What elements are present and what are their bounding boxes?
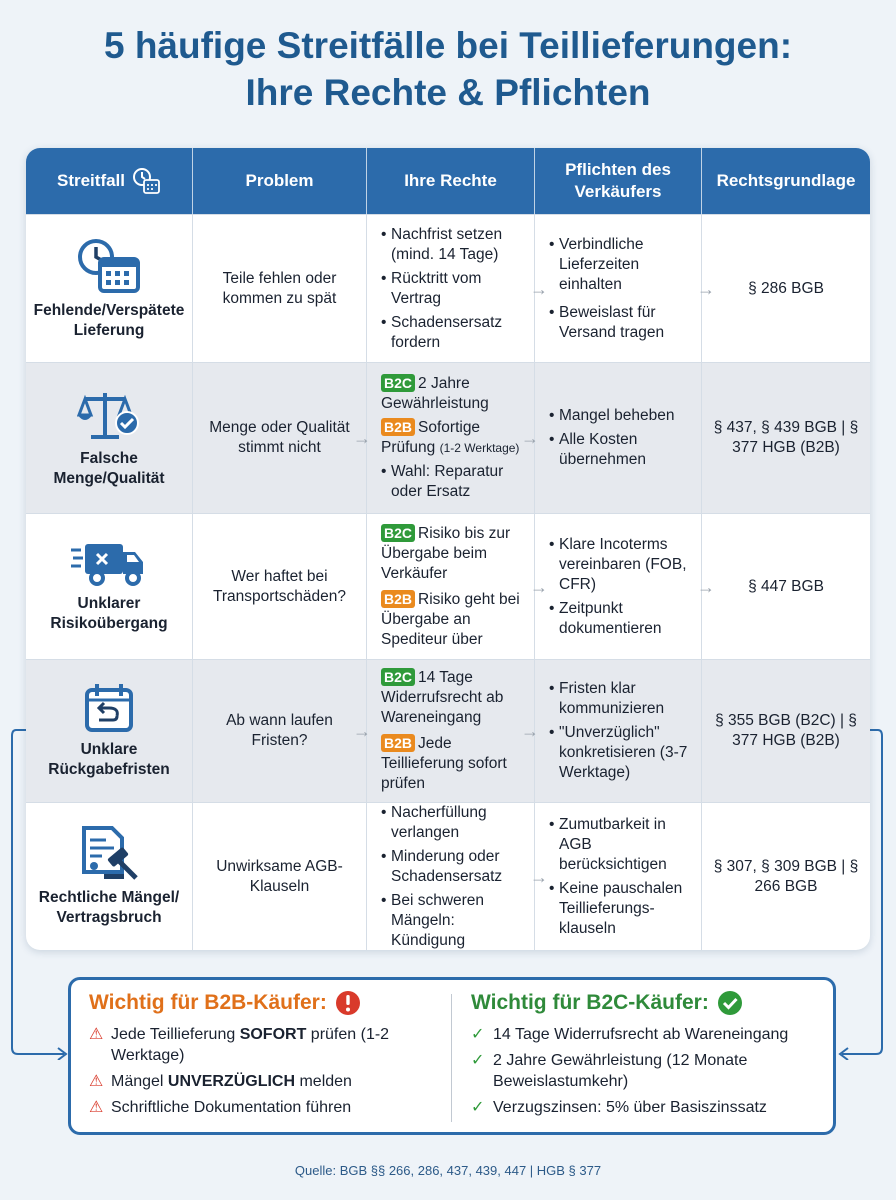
b2c-badge: B2C	[381, 524, 415, 542]
duties-text: "Unverzüglich" konkretisieren (3-7 Werktage)	[559, 724, 688, 781]
duties-text: Zeitpunkt dokumentieren	[559, 599, 662, 637]
rights-item: • Rücktritt vom Vertrag	[381, 269, 526, 309]
calendar-clock-header-icon	[131, 166, 161, 196]
b2c-summary	[471, 990, 826, 1123]
table-row	[26, 214, 870, 362]
header-problem: Problem	[193, 148, 367, 214]
duties-item: • Alle Kosten übernehmen	[549, 430, 693, 470]
table-row	[26, 362, 870, 513]
rights-cell	[353, 363, 535, 513]
law-cell: § 447 BGB	[748, 577, 824, 595]
rights-item: • Schadensersatz fordern	[381, 313, 526, 353]
rights-cell	[367, 514, 548, 659]
b2c-item-text: 14 Tage Widerrufsrecht ab Wareneingang	[493, 1026, 789, 1043]
b2b-summary	[89, 990, 439, 1123]
case-label-line2: Rückgabefristen	[48, 761, 170, 778]
header-duties	[535, 148, 702, 214]
duties-item: • "Unverzüglich" konkretisieren (3-7 Werktage)	[549, 723, 693, 783]
warning-icon: ⚠	[89, 1073, 104, 1090]
checkmark-icon: ✓	[471, 1099, 485, 1116]
case-cell	[26, 660, 193, 802]
duties-cell	[521, 363, 702, 513]
duties-cell	[535, 803, 702, 950]
b2b-heading-text: Wichtig für B2B-Käufer:	[89, 991, 327, 1014]
arrow-icon: →	[353, 721, 371, 741]
page-title	[0, 22, 896, 116]
case-label-line2: Menge/Qualität	[53, 470, 165, 487]
arrow-icon: →	[697, 576, 715, 597]
case-cell	[26, 514, 193, 659]
header-rights: Ihre Rechte	[367, 148, 535, 214]
warning-icon: ⚠	[89, 1099, 104, 1116]
duties-text: Keine pauschalen Teillieferungs-klauseln	[559, 879, 683, 937]
rights-text: Schadensersatz fordern	[391, 313, 503, 351]
rights-item: • Nacherfüllung verlangen	[381, 803, 526, 843]
law-cell: § 286 BGB	[748, 279, 824, 297]
b2b-badge: B2B	[381, 418, 415, 436]
b2b-item-text: Schriftliche Dokumentation führen	[111, 1099, 352, 1116]
check-circle-icon	[717, 990, 743, 1016]
b2c-heading-text: Wichtig für B2C-Käufer:	[471, 991, 709, 1014]
problem-cell: Teile fehlen oder kommen zu spät	[193, 215, 367, 362]
rights-item	[381, 374, 526, 414]
rights-text: Jede Teillieferung sofort prüfen	[381, 735, 507, 792]
b2c-item	[471, 1024, 826, 1045]
rights-item	[381, 524, 526, 584]
rights-item	[381, 734, 526, 794]
case-label-line1: Rechtliche Mängel/	[38, 888, 180, 906]
case-label-line1: Falsche	[80, 450, 138, 467]
rights-text: Risiko geht bei Übergabe an Spediteur über	[381, 590, 520, 648]
problem-cell: Unwirksame AGB-Klauseln	[193, 803, 367, 950]
law-cell: § 355 BGB (B2C) | § 377 HGB (B2B)	[715, 712, 857, 749]
checkmark-icon: ✓	[471, 1026, 485, 1043]
case-label-line1: Unklarer	[77, 594, 141, 612]
duties-item: • Zeitpunkt dokumentieren	[549, 599, 693, 639]
rights-item: • Bei schweren Mängeln: Kündigung	[381, 891, 526, 951]
summary-box	[68, 977, 836, 1135]
table-header	[26, 148, 870, 214]
rights-item	[381, 590, 526, 650]
problem-cell: Menge oder Qualität stimmt nicht	[193, 363, 367, 513]
rights-item: • Wahl: Reparatur oder Ersatz	[381, 462, 526, 502]
b2c-heading	[471, 990, 826, 1016]
calendar-return-icon	[83, 682, 135, 734]
summary-divider	[451, 994, 452, 1122]
b2c-item	[471, 1097, 826, 1118]
case-label-line2: Lieferung	[73, 321, 145, 339]
b2b-item	[89, 1097, 439, 1118]
case-label-line1: Unklare	[80, 741, 138, 758]
rights-cell	[367, 215, 548, 362]
b2c-badge: B2C	[381, 668, 415, 686]
b2b-heading	[89, 990, 439, 1016]
header-duties-line1: Pflichten des	[565, 160, 671, 179]
header-case	[26, 148, 193, 214]
rights-cell	[353, 660, 535, 802]
title-line-1: 5 häufige Streitfälle bei Teillieferungen:	[103, 25, 793, 66]
rights-item: • Minderung oder Schadensersatz	[381, 847, 526, 887]
law-cell: § 437, § 439 BGB | § 377 HGB (B2B)	[713, 419, 859, 456]
arrow-icon: →	[521, 428, 539, 448]
duties-cell	[535, 514, 715, 659]
law-cell: § 307, § 309 BGB | § 266 BGB	[713, 857, 859, 895]
header-case-label: Streitfall	[56, 171, 126, 190]
problem-cell: Wer haftet bei Transportschäden?	[193, 514, 367, 659]
duties-item: • Fristen klar kommunizieren	[549, 679, 693, 719]
header-law: Rechtsgrundlage	[716, 171, 856, 190]
case-label-line1: Fehlende/Verspätete	[33, 301, 185, 319]
case-cell	[26, 803, 193, 950]
duties-text: Mangel beheben	[559, 407, 675, 424]
calendar-clock-icon	[76, 237, 142, 295]
exclamation-circle-icon	[335, 990, 361, 1016]
delivery-truck-icon	[71, 540, 147, 588]
source-note: Quelle: BGB §§ 266, 286, 437, 439, 447 | HGB § 377	[294, 1163, 602, 1178]
b2c-badge: B2C	[381, 374, 415, 392]
duties-item: • Klare Incoterms vereinbaren (FOB, CFR)	[549, 535, 693, 595]
b2b-item	[89, 1024, 439, 1066]
rights-text: Wahl: Reparatur oder Ersatz	[391, 463, 504, 500]
duties-text: Fristen klar kommunizieren	[559, 680, 665, 717]
b2c-item	[471, 1050, 826, 1092]
table-row	[26, 659, 870, 802]
duties-item: • Beweislast für Versand tragen	[549, 303, 693, 343]
b2b-item-text: Mängel UNVERZÜGLICH melden	[111, 1073, 352, 1090]
rights-text: Nachfrist setzen (mind. 14 Tage)	[391, 225, 503, 263]
arrow-icon: →	[530, 278, 548, 299]
b2b-item	[89, 1071, 439, 1092]
rights-note: (1-2 Werktage)	[439, 441, 520, 455]
problem-cell: Ab wann laufen Fristen?	[193, 660, 367, 802]
duties-text: Klare Incoterms vereinbaren (FOB, CFR)	[559, 535, 687, 593]
rights-text: Nacherfüllung verlangen	[391, 803, 487, 841]
scale-check-icon	[77, 387, 141, 443]
arrow-icon: →	[530, 866, 548, 887]
duties-text: Beweislast für Versand tragen	[559, 303, 665, 341]
duties-cell	[521, 660, 702, 802]
duties-item: • Zumutbarkeit in AGB berücksichtigen	[549, 815, 693, 875]
duties-item: • Keine pauschalen Teillieferungs-klauseln	[549, 879, 693, 939]
duties-item: • Mangel beheben	[549, 407, 675, 424]
rights-item	[381, 668, 526, 728]
rights-text: 14 Tage Widerrufsrecht ab Wareneingang	[381, 669, 504, 726]
b2c-item-text: Verzugszinsen: 5% über Basiszinssatz	[493, 1099, 767, 1116]
arrow-icon: →	[521, 721, 539, 741]
document-gavel-icon	[78, 826, 140, 882]
rights-text: Bei schweren Mängeln: Kündigung	[391, 891, 485, 949]
arrow-icon: →	[530, 576, 548, 597]
case-cell	[26, 215, 193, 362]
b2b-item-text: Jede Teillieferung SOFORT prüfen (1-2 Werktage)	[111, 1026, 390, 1064]
rights-text: 2 Jahre Gewährleistung	[381, 375, 489, 412]
b2c-item-text: 2 Jahre Gewährleistung (12 Monate Beweislastumkehr)	[493, 1052, 748, 1090]
case-label-line2: Risikoübergang	[50, 614, 168, 632]
rights-text: Minderung oder Schadensersatz	[391, 847, 503, 885]
warning-icon: ⚠	[89, 1026, 104, 1043]
rights-text: Sofortige Prüfung	[381, 419, 481, 456]
table-row	[26, 802, 870, 950]
duties-text: Zumutbarkeit in AGB berücksichtigen	[559, 815, 667, 873]
title-line-2: Ihre Rechte & Pflichten	[245, 72, 651, 113]
arrow-icon: →	[353, 428, 371, 448]
rights-text: Risiko bis zur Übergabe beim Verkäufer	[381, 524, 511, 582]
duties-text: Verbindliche Lieferzeiten einhalten	[559, 235, 644, 293]
arrow-icon: →	[697, 278, 715, 299]
disputes-table	[26, 148, 870, 950]
rights-item	[381, 418, 526, 458]
rights-text: Rücktritt vom Vertrag	[391, 269, 482, 307]
case-label-line2: Vertragsbruch	[56, 908, 162, 926]
b2b-badge: B2B	[381, 590, 415, 608]
table-row	[26, 513, 870, 659]
duties-cell	[535, 215, 715, 362]
duties-item: • Verbindliche Lieferzeiten einhalten	[549, 235, 693, 295]
rights-item: • Nachfrist setzen (mind. 14 Tage)	[381, 225, 526, 265]
rights-cell	[367, 803, 548, 950]
b2b-badge: B2B	[381, 734, 415, 752]
checkmark-icon: ✓	[471, 1052, 485, 1069]
case-cell	[26, 363, 193, 513]
header-duties-line2: Verkäufers	[574, 182, 662, 201]
duties-text: Alle Kosten übernehmen	[559, 431, 647, 468]
